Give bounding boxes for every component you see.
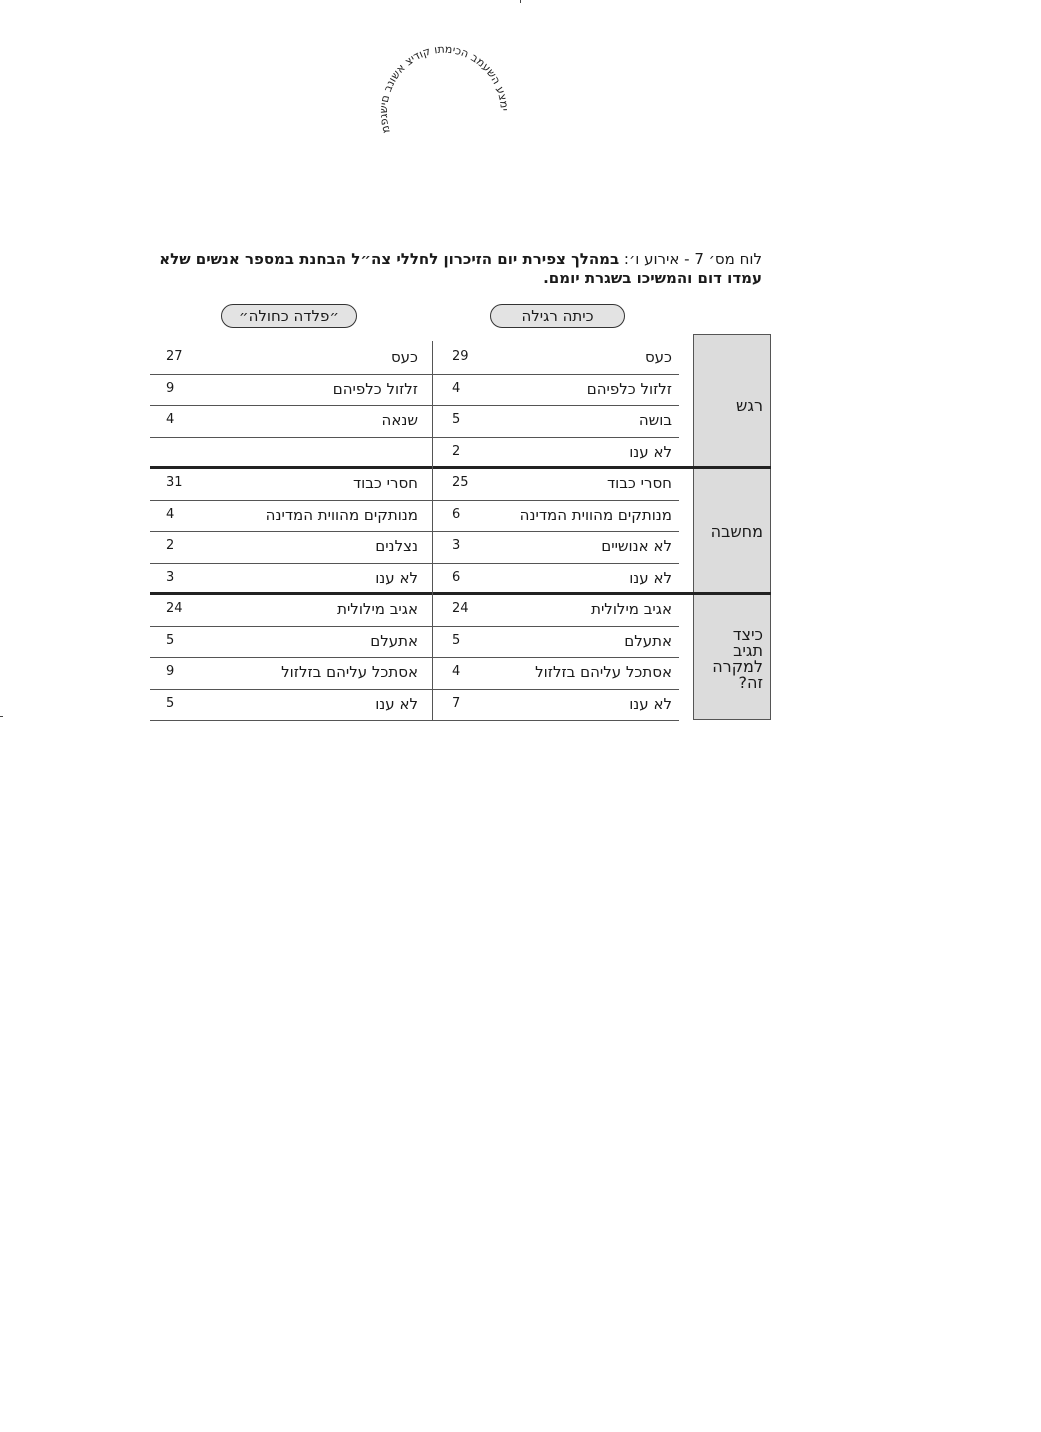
row-divider <box>150 437 679 438</box>
blue-steel-response-label: נצלנים <box>375 537 418 555</box>
scan-tick-left <box>0 716 3 717</box>
regular-response-label: לא ענו <box>629 694 672 713</box>
category-divider <box>150 466 771 469</box>
group-label-blue-steel: ״פלדה כחולה״ <box>221 304 357 328</box>
blue-steel-response-count: 9 <box>166 380 175 396</box>
regular-response-label: זלזול כלפיהם <box>586 379 672 398</box>
caption-bold-line2: עמדו דום והמשיכו בשגרת יומם. <box>543 269 762 287</box>
row-divider <box>150 531 679 532</box>
row-divider <box>150 405 679 406</box>
regular-response-count: 4 <box>452 664 461 679</box>
blue-steel-response-label: לא ענו <box>375 694 418 713</box>
caption-bold-line1: במהלך צפירת יום הזיכרון לחללי צה״ל הבחנת במספר אנשים שלא <box>159 250 620 268</box>
regular-response-label: לא אנושיים <box>601 537 672 555</box>
regular-response-count: 5 <box>452 632 461 648</box>
scan-tick-top <box>520 0 521 3</box>
row-divider <box>150 626 679 627</box>
table-bottom-line <box>150 720 679 721</box>
blue-steel-response-count: 5 <box>166 632 175 648</box>
category-divider <box>150 592 771 595</box>
blue-steel-response-count: 31 <box>166 475 183 490</box>
blue-steel-response-label: זלזול כלפיהם <box>332 379 418 398</box>
blue-steel-response-label: אתעלם <box>370 631 418 650</box>
regular-response-count: 6 <box>452 569 461 585</box>
blue-steel-response-label: חסרי כבוד <box>352 474 418 492</box>
blue-steel-response-label: לא ענו <box>375 568 418 587</box>
row-divider <box>150 563 679 564</box>
arc-text-logo <box>370 32 520 147</box>
regular-response-label: מנותקים מהווית המדינה <box>519 505 672 524</box>
regular-response-count: 5 <box>452 412 461 427</box>
blue-steel-response-count: 4 <box>166 412 175 427</box>
blue-steel-response-count: 9 <box>166 664 175 679</box>
blue-steel-response-count: 2 <box>166 538 175 553</box>
table-caption <box>150 250 762 288</box>
regular-response-count: 2 <box>452 443 461 459</box>
regular-response-count: 3 <box>452 538 461 553</box>
blue-steel-response-count: 24 <box>166 601 183 616</box>
row-divider <box>150 374 679 375</box>
blue-steel-response-count: 27 <box>166 349 183 364</box>
category-label: למקרה <box>712 656 763 676</box>
regular-response-label: אגיב מילולית <box>591 600 672 618</box>
blue-steel-response-count: 4 <box>166 506 175 522</box>
arc-text: מפגשים בנושא צידוק ותמיכה במעשה עצמי <box>376 42 511 135</box>
regular-response-label: בושה <box>638 411 672 429</box>
row-divider <box>150 657 679 658</box>
regular-response-count: 4 <box>452 380 461 396</box>
regular-response-label: לא ענו <box>629 442 672 461</box>
regular-response-label: אתעלם <box>624 631 672 650</box>
blue-steel-response-label: אסתכל עליהם בזלזול <box>281 663 418 681</box>
category-label: רגש <box>736 396 763 415</box>
row-divider <box>150 500 679 501</box>
group-divider <box>432 341 433 721</box>
group-label-regular: כיתה רגילה <box>490 304 625 328</box>
svg-text:מפגשים בנושא צידוק ותמיכה במעש <box>377 43 511 135</box>
row-divider <box>150 689 679 690</box>
blue-steel-response-count: 5 <box>166 695 175 711</box>
blue-steel-response-count: 3 <box>166 569 175 585</box>
category-label: זה? <box>738 672 763 692</box>
regular-response-label: חסרי כבוד <box>606 474 672 492</box>
blue-steel-response-label: שנאה <box>381 411 418 429</box>
regular-response-count: 29 <box>452 349 469 364</box>
regular-response-label: לא ענו <box>629 568 672 587</box>
regular-response-count: 25 <box>452 475 469 490</box>
regular-response-count: 24 <box>452 601 469 616</box>
blue-steel-response-label: כעס <box>390 348 418 366</box>
category-label: כיצד <box>732 624 763 644</box>
regular-response-count: 6 <box>452 506 461 522</box>
regular-response-label: אסתכל עליהם בזלזול <box>535 663 672 681</box>
category-label: מחשבה <box>710 522 763 541</box>
blue-steel-response-label: אגיב מילולית <box>337 600 418 618</box>
caption-prefix: לוח מס׳ 7 - אירוע ו׳: <box>619 250 762 268</box>
regular-response-count: 7 <box>452 695 461 711</box>
blue-steel-response-label: מנותקים מהווית המדינה <box>265 505 418 524</box>
regular-response-label: כעס <box>644 348 672 366</box>
category-label: תגיב <box>733 640 763 660</box>
